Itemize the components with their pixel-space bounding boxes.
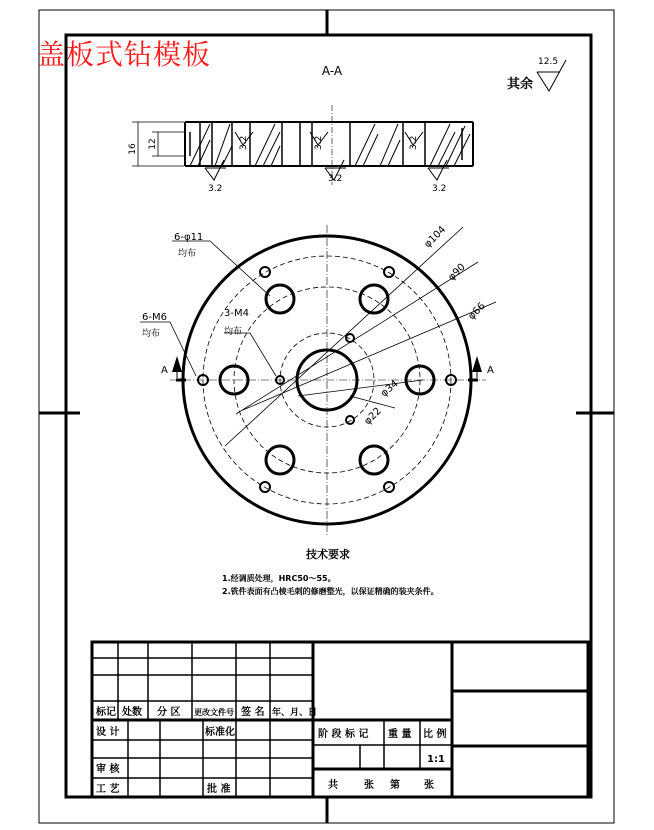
tb-sheets-index: 第 bbox=[390, 780, 400, 791]
inner-frame bbox=[66, 35, 591, 797]
finish-value-4: 3.2 bbox=[239, 135, 249, 150]
section-label: A-A bbox=[321, 64, 343, 78]
label-holes-m4: 3-M4 bbox=[224, 308, 249, 319]
tb-standard: 标准化 bbox=[205, 727, 235, 738]
dim-d66: φ66 bbox=[466, 300, 488, 323]
drawing-title: 盖板式钻模板 bbox=[37, 38, 212, 71]
label-holes-m4-note: 均布 bbox=[224, 327, 243, 337]
label-holes-11: 6-φ11 bbox=[174, 232, 204, 243]
tb-approve: 批 准 bbox=[207, 784, 231, 795]
tb-design: 设 计 bbox=[96, 727, 120, 738]
finish-other-value: 12.5 bbox=[538, 57, 559, 67]
tb-review: 审 核 bbox=[96, 764, 120, 775]
finish-value-6: 3.2 bbox=[409, 135, 419, 150]
section-mark-right: A bbox=[487, 365, 494, 376]
title-block bbox=[92, 642, 588, 797]
label-holes-m6: 6-M6 bbox=[142, 312, 167, 323]
tb-process: 工 艺 bbox=[96, 784, 120, 795]
tb-scale-value: 1:1 bbox=[427, 754, 445, 765]
tb-mark: 标记 bbox=[96, 707, 116, 718]
label-holes-m6-note: 均布 bbox=[142, 329, 161, 339]
finish-value-3: 3.2 bbox=[432, 184, 447, 194]
dim-inner: 12 bbox=[148, 138, 158, 150]
tb-zone: 分 区 bbox=[157, 707, 181, 718]
tb-sheets-unit-2: 张 bbox=[424, 780, 434, 791]
tb-weight: 重 量 bbox=[388, 729, 412, 740]
label-holes-11-note: 均布 bbox=[178, 249, 197, 259]
tech-heading: 技术要求 bbox=[306, 548, 350, 561]
finish-value-1: 3.2 bbox=[208, 184, 223, 194]
tb-sheets-total: 共 bbox=[328, 780, 338, 791]
tb-change-doc: 更改文件号 bbox=[194, 708, 234, 717]
dim-total: 16 bbox=[128, 143, 138, 155]
finish-value-2: 3.2 bbox=[328, 174, 343, 184]
surface-finish-other bbox=[507, 57, 566, 92]
tech-line-1: 1.经调质处理，HRC50～55。 bbox=[222, 574, 336, 583]
tb-count: 处数 bbox=[122, 707, 142, 718]
tb-date: 年、月、日 bbox=[272, 708, 318, 718]
tb-sheets-unit-1: 张 bbox=[364, 780, 374, 791]
dim-d22: φ22 bbox=[362, 405, 384, 428]
dim-d104: φ104 bbox=[422, 224, 449, 251]
tb-sign: 签 名 bbox=[241, 707, 265, 718]
tech-line-2: 2.铣件表面有凸棱毛刺的修磨整光，以保证精确的装夹条件。 bbox=[222, 587, 439, 596]
dim-d90: φ90 bbox=[446, 261, 468, 284]
finish-other-label: 其余 bbox=[507, 77, 534, 92]
finish-value-5: 3.2 bbox=[314, 135, 324, 150]
section-mark-left: A bbox=[161, 365, 168, 376]
plan-view bbox=[140, 224, 496, 535]
dim-d34: φ34 bbox=[378, 378, 401, 400]
tb-stage: 阶 段 标 记 bbox=[318, 729, 369, 740]
tb-scale-label: 比 例 bbox=[423, 729, 447, 740]
section-view bbox=[128, 105, 473, 194]
